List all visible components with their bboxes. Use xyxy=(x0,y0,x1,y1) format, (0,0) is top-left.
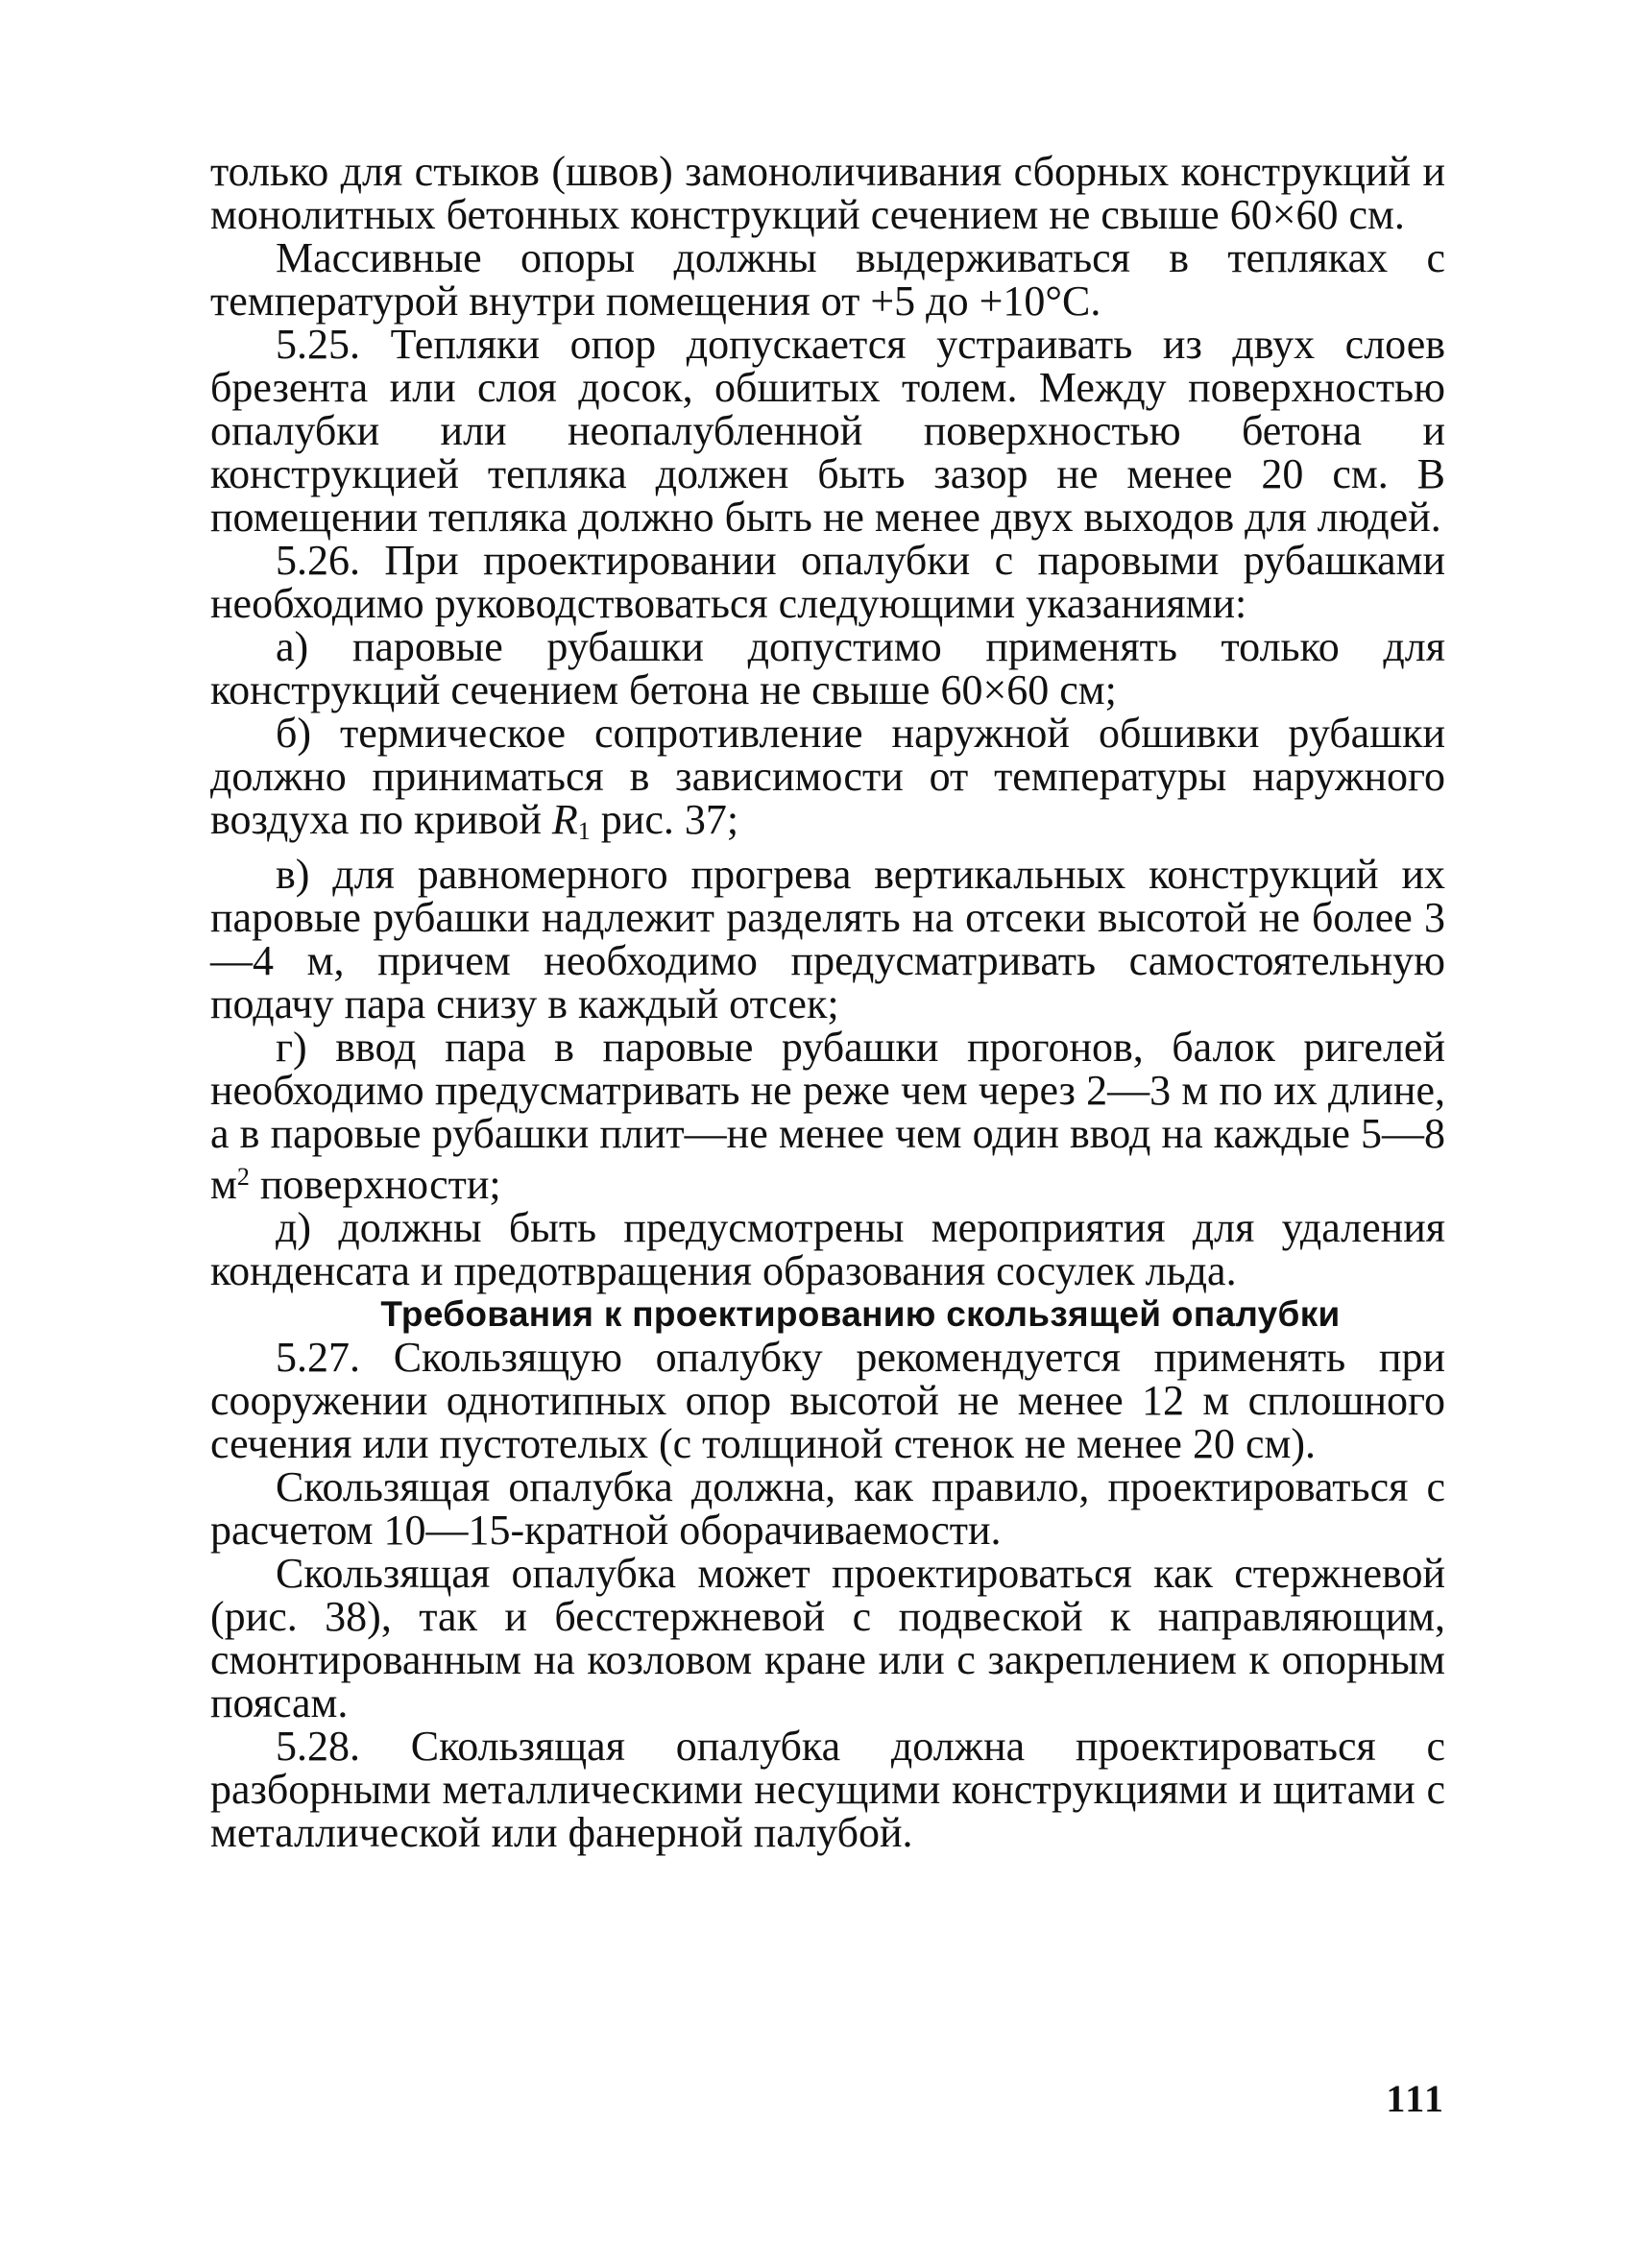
list-item-b-text: б) термическое сопротивление наружной обшивки рубашки должно приниматься в зависимости от температуры наружного воздуха по кривой xyxy=(210,710,1445,843)
paragraph-5-26: 5.26. При проектировании опалубки с паровыми рубашками необходимо руководствоваться следующими указаниями: xyxy=(210,537,1445,627)
square-superscript: 2 xyxy=(236,1163,250,1191)
r-symbol: R xyxy=(551,796,578,843)
paragraph-5-27: 5.27. Скользящую опалубку рекомендуется применять при сооружении однотипных опор высотой не менее 12 м сплошного сечения или пустотелых (с толщиной стенок не менее 20 см). xyxy=(210,1334,1445,1467)
list-item-v: в) для равномерного прогрева вертикальных конструкций их паровые рубашки надлежит разделять на отсеки высотой не более 3—4 м, причем необходимо предусматривать самостоятельную подачу пара снизу в каждый отсек; xyxy=(210,851,1445,1027)
list-item-g xyxy=(210,1025,1445,1206)
page-number: 111 xyxy=(1386,2077,1445,2120)
paragraph-massive-supports: Массивные опоры должны выдерживаться в тепляках с температурой внутри помещения от +5 до +10°С. xyxy=(210,234,1445,325)
list-item-b-tail: рис. 37; xyxy=(590,796,739,843)
list-item-b xyxy=(210,712,1445,853)
paragraph-turnover: Скользящая опалубка должна, как правило, проектироваться с расчетом 10—15-кратной оборачиваемости. xyxy=(210,1463,1445,1554)
paragraph-5-25: 5.25. Тепляки опор допускается устраивать из двух слоев брезента или слоя досок, обшитых толем. Между поверхностью опалубки или неопалубленной поверхностью бетона и конструкцией тепляка должен быть зазор не менее 20 см. В помещении тепляка должно быть не менее двух выходов для людей. xyxy=(210,321,1445,541)
paragraph-rod-types: Скользящая опалубка может проектироваться как стержневой (рис. 38), так и бесстержневой с подвеской к направляющим, смонтированным на козловом кране или с закреплением к опорным поясам. xyxy=(210,1550,1445,1726)
paragraph-continuation: только для стыков (швов) замоноличивания сборных конструкций и монолитных бетонных конструкций сечением не свыше 60×60 см. xyxy=(210,148,1445,238)
list-item-g-tail: поверхности; xyxy=(249,1161,501,1208)
r-subscript: 1 xyxy=(577,817,591,845)
list-item-d: д) должны быть предусмотрены мероприятия для удаления конденсата и предотвращения образования сосулек льда. xyxy=(210,1204,1445,1294)
paragraph-5-28: 5.28. Скользящая опалубка должна проектироваться с разборными металлическими несущими конструкциями и щитами с металлической или фанерной палубой. xyxy=(210,1723,1445,1856)
list-item-g-text: г) ввод пара в паровые рубашки прогонов, балок ригелей необходимо предусматривать не реже чем через 2—3 м по их длине, а в паровые рубашки плит—не менее чем один ввод на каждые 5—8 м xyxy=(210,1024,1445,1208)
section-heading: Требования к проектированию скользящей опалубки xyxy=(380,1294,1341,1334)
list-item-a: а) паровые рубашки допустимо применять только для конструкций сечением бетона не свыше 60×60 см; xyxy=(210,623,1445,713)
text-column xyxy=(210,150,1445,1854)
